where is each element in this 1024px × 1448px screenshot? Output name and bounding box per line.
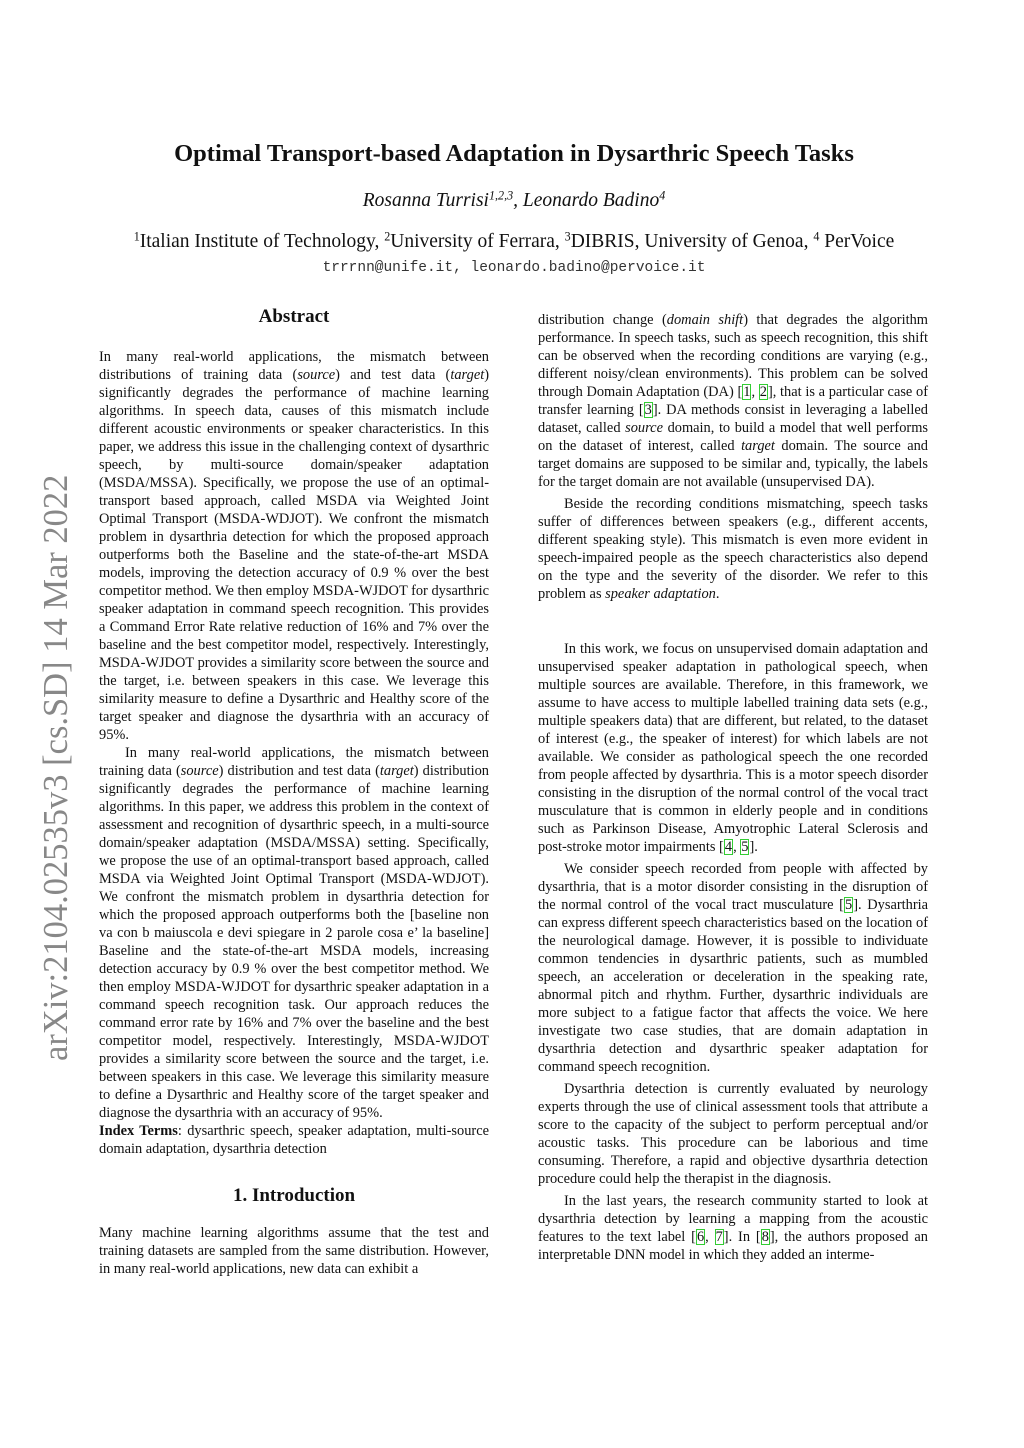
arxiv-identifier-stamp: arXiv:2104.02535v3 [cs.SD] 14 Mar 2022 <box>37 474 75 1061</box>
intro-paragraph: We consider speech recorded from people with affected by dysarthria, that is a motor disorder consisting in the disruption of the normal control of the vocal tract musculature [5]. Dysarthria can express different speech characteristics based on the location of the neurological damage. However, it is possible to individuate common tendencies in dysarthric patients, such as mumbled speech, an acceleration or deceleration in the speaking rate, abnormal pitch and rhythm. Further, dysarthric individuals are more subject to a fatigue factor that affects the voice. We here investigate two case studies, that are domain adaptation in dysarthria detection and dysarthric speaker adaptation for command speech recognition. <box>538 861 928 1075</box>
affiliation: DIBRIS, University of Genoa, <box>570 231 814 252</box>
affiliation-mark: 1 <box>133 229 140 244</box>
citation-link[interactable]: 1 <box>743 384 751 400</box>
abstract-paragraph: In many real-world applications, the mismatch between distributions of training data (source) and test data (target) significantly degrades the performance of machine learning algorithms. In speech data, causes of this mismatch include different acoustic environments or speaker characteristics. In this paper, we address this issue in the challenging context of dysarthric speech, by multi-source domain/speaker adaptation (MSDA/MSSA). Specifically, we propose the use of an optimal-transport based approach, called MSDA via Weighted Joint Optimal Transport (MSDA-WDJOT). We confront the mismatch problem in dysarthria detection for which the proposed approach outperforms both the Baseline and the state-of-the-art MSDA models, improving the detection accuracy of 0.9 % over the best competitor method. We then employ MSDA-WJDOT for dysarthric speaker adaptation in command speech recognition. This provides a Command Error Rate relative reduction of 16% and 7% over the baseline and the best competitor model, respectively. Interestingly, MSDA-WJDOT provides a similarity score between the source and the target, i.e. between speakers in this case. We leverage this similarity measure to define a Dysarthric and Healthy score of the target speaker and diagnose the dysarthria with an accuracy of 95%. <box>99 349 489 743</box>
intro-paragraph: In the last years, the research community started to look at dysarthria detection by learning a mapping from the acoustic features to the text label [6, 7]. In [8], the authors proposed an interpretable DNN model in which they added an interme- <box>538 1193 928 1263</box>
intro-paragraph: In this work, we focus on unsupervised domain adaptation and unsupervised speaker adaptation in pathological speech, when multiple sources are available. Therefore, in this framework, we assume to have access to multiple labelled training data sets (e.g., multiple speakers data) that are different, but related, to the dataset of interest (e.g., the speaker of interest) for which labels are not available. We consider as pathological speech the one recorded from people affected by dysarthria. This is a motor speech disorder consisting in the disruption of the normal control of the vocal tract musculature that is common in elderly people and in conditions such as Parkinson Disease, Amyotrophic Lateral Sclerosis and post-stroke motor impairments [4, 5]. <box>538 641 928 855</box>
author-separator: , <box>513 190 523 211</box>
affiliation-mark: 2 <box>384 229 391 244</box>
intro-paragraph-continued: distribution change (domain shift) that degrades the algorithm performance. In speech tasks, such as speech recognition, this shift can be observed when the recording conditions are varying (e.g., different noisy/clean environments). This problem can be solved through Domain Adaptation (DA) [1, 2], that is a particular case of transfer learning [3]. DA methods consist in leveraging a labelled dataset, called source domain, to build a model that well performs on the dataset of interest, called target domain. The source and target domains are supposed to be similar and, typically, the labels for the target domain are not available (unsupervised DA). <box>538 312 929 490</box>
author-1-affiliation-marks: 1,2,3 <box>488 188 514 203</box>
author-2: Leonardo Badino <box>522 190 660 211</box>
intro-paragraph: Dysarthria detection is currently evaluated by neurology experts through the use of clinical assessment tools that attribute a score to the capacity of the subject to perform perceptual and/or acoustic tasks. This procedure can be laborious and time consuming. Therefore, a rapid and objective dysarthria detection procedure could help the therapist in the diagnosis. <box>538 1081 928 1187</box>
affiliations-line <box>100 230 928 254</box>
abstract-heading: Abstract <box>258 306 330 327</box>
citation-link[interactable]: 4 <box>724 839 733 855</box>
author-emails: trrrnn@unife.it, leonardo.badino@pervoice.it <box>322 260 706 276</box>
affiliation-mark: 4 <box>813 229 820 244</box>
author-2-affiliation-mark: 4 <box>659 188 666 203</box>
citation-link[interactable]: 3 <box>644 402 652 418</box>
abstract-paragraph-draft: In many real-world applications, the mismatch between training data (source) distribution and test data (target) distribution significantly degrades the performance of machine learning algorithms. In this paper, we address this problem in the context of assessment and recognition of dysarthric speech, in a multi-source domain/speaker adaptation (MSDA/MSSA) setting. Specifically, we propose the use of an optimal-transport based approach, called MSDA via Weighted Joint Optimal Transport (MSDA-WDJOT). We confront the mismatch problem in dysarthria detection for which the proposed approach outperforms both the [baseline non va con b maiuscola e devi spiegare in 2 parole cosa e’ la baseline] Baseline and the state-of-the-art MSDA models, increasing detection accuracy by 0.9 % over the best competitor method. We then employ MSDA-WJDOT for dysarthric speaker adaptation in a command speech recognition task. Our approach reduces the command error rate by 16% and 7% over the baseline and the best competitor model, respectively. Interestingly, MSDA-WJDOT provides a similarity score between the source and the target, i.e. between speakers in this case. We leverage this similarity measure to define a Dysarthric and Healthy score of the target speaker and diagnose the dysarthria with an accuracy of 95%. <box>99 745 490 1121</box>
affiliation-mark: 3 <box>564 229 571 244</box>
citation-link[interactable]: 5 <box>741 839 749 855</box>
citation-link[interactable]: 6 <box>696 1229 705 1245</box>
affiliation: PerVoice <box>819 231 895 252</box>
introduction-heading: 1. Introduction <box>232 1185 356 1206</box>
author-1: Rosanna Turrisi <box>362 190 489 211</box>
intro-paragraph: Beside the recording conditions mismatching, speech tasks suffer of differences between speakers (e.g., different accents, different speaking style). This mismatch is even more evident in speech-impaired people as the speech characteristics also depend on the type and the severity of the disorder. We refer to this problem as speaker adaptation. <box>538 496 928 602</box>
left-column <box>99 305 489 1278</box>
affiliation: University of Ferrara, <box>390 231 565 252</box>
index-terms-label: Index Terms <box>99 1123 178 1139</box>
citation-link[interactable]: 7 <box>715 1229 723 1245</box>
citation-link[interactable]: 2 <box>759 384 767 400</box>
citation-link[interactable]: 8 <box>761 1229 769 1245</box>
right-column <box>538 311 928 1264</box>
author-line <box>100 189 928 213</box>
affiliation: Italian Institute of Technology, <box>139 231 385 252</box>
intro-paragraph: Many machine learning algorithms assume that the test and training datasets are sampled from the same distribution. However, in many real-world applications, new data can exhibit a <box>99 1225 489 1277</box>
index-terms: Index Terms: dysarthric speech, speaker adaptation, multi-source domain adaptation, dysarthria detection <box>99 1123 489 1157</box>
citation-link[interactable]: 5 <box>844 897 853 913</box>
paper-title: Optimal Transport-based Adaptation in Dysarthric Speech Tasks <box>174 140 854 167</box>
